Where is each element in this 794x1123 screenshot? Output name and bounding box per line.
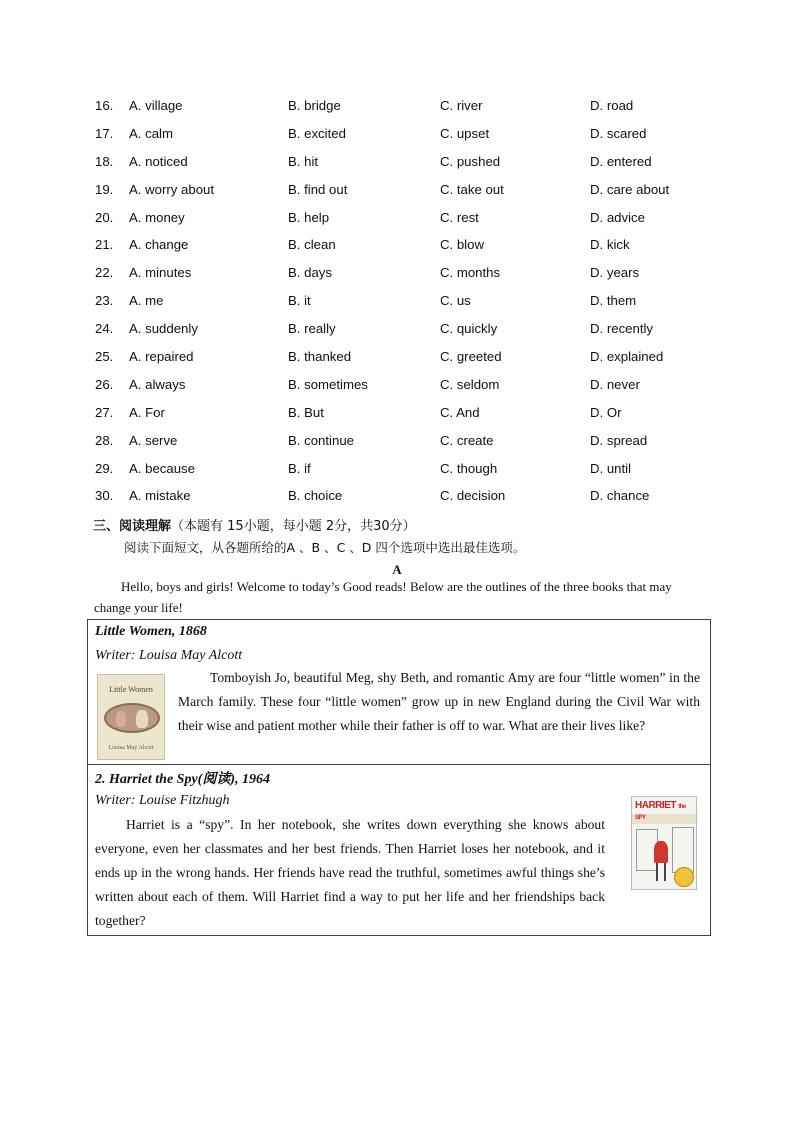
option-a: A. because [129, 460, 195, 476]
option-row [95, 263, 735, 291]
book-title: 2. Harriet the Spy(阅读), 1964 [95, 772, 270, 787]
option-a: A. For [129, 404, 165, 420]
section-score-note: （本题有 15小题，每小题 2分，共30分） [171, 519, 416, 534]
section-instruction: 阅读下面短文，从各题所给的A 、B 、C 、D 四个选项中选出最佳选项。 [124, 540, 526, 555]
book-writer: Writer: Louise Fitzhugh [95, 793, 230, 808]
option-c: C. pushed [440, 153, 501, 169]
option-b: B. clean [288, 237, 336, 253]
cover-author: Louisa May Alcott [108, 745, 154, 751]
option-c: C. create [440, 432, 494, 448]
option-c: C. months [440, 265, 501, 281]
option-d: D. explained [590, 349, 664, 365]
cover-award-seal-icon [674, 867, 694, 887]
option-d: D. kick [590, 237, 630, 253]
cover-title-small: the SPY [635, 804, 686, 821]
question-number: 27. [95, 404, 114, 420]
option-c: C. And [440, 404, 480, 420]
option-a: A. repaired [129, 349, 194, 365]
question-number: 19. [95, 181, 114, 197]
option-row [95, 486, 735, 514]
option-c: C. quickly [440, 321, 498, 337]
option-c: C. seldom [440, 376, 500, 392]
option-b: B. really [288, 321, 336, 337]
option-row [95, 152, 735, 180]
option-b: B. bridge [288, 98, 341, 113]
book-writer: Writer: Louisa May Alcott [95, 648, 243, 663]
option-d: D. never [590, 376, 640, 392]
option-a: A. serve [129, 432, 178, 448]
section-heading [93, 515, 416, 534]
option-a: A. village [129, 98, 183, 113]
cover-illustration [104, 703, 160, 733]
option-a: A. suddenly [129, 321, 198, 337]
option-row [95, 459, 735, 487]
option-c: C. upset [440, 125, 490, 141]
option-b: B. excited [288, 125, 346, 141]
option-b: B. hit [288, 153, 319, 169]
book-title: Little Women, 1868 [95, 624, 207, 639]
option-d: D. chance [590, 488, 650, 504]
option-d: D. recently [590, 321, 654, 337]
option-b: B. days [288, 265, 332, 281]
options-list [95, 96, 735, 514]
option-a: A. always [129, 376, 186, 392]
question-number: 24. [95, 321, 114, 337]
option-d: D. them [590, 293, 637, 309]
option-row [95, 319, 735, 347]
option-a: A. noticed [129, 153, 188, 169]
option-row [95, 375, 735, 403]
option-c: C. rest [440, 209, 479, 225]
cover-title [635, 800, 696, 822]
option-row [95, 291, 735, 319]
book-description: Harriet is a “spy”. In her notebook, she writes down everything she knows about everyone, even her classmates and her best friends. Then Harriet loses her notebook, and it ends up in the wrong hands. Her friends have read the truthful, sometimes awful things she’s written about each of them. Will Harriet find a way to put her life and her friendships back together? [95, 817, 605, 928]
question-number: 16. [95, 98, 114, 113]
option-b: B. if [288, 460, 311, 476]
cover-title-main: HARRIET [635, 800, 676, 811]
option-d: D. until [590, 460, 632, 476]
question-number: 29. [95, 460, 114, 476]
option-d: D. advice [590, 209, 645, 225]
option-d: D. years [590, 265, 640, 281]
question-number: 17. [95, 125, 114, 141]
option-b: B. thanked [288, 349, 352, 365]
book-cover-image [97, 674, 165, 760]
option-d: D. Or [590, 404, 622, 420]
option-a: A. minutes [129, 265, 192, 281]
book-cover-image [631, 796, 697, 890]
option-a: A. change [129, 237, 189, 253]
option-a: A. me [129, 293, 164, 309]
question-number: 22. [95, 265, 114, 281]
option-c: C. decision [440, 488, 506, 504]
option-a: A. worry about [129, 181, 215, 197]
option-c: C. greeted [440, 349, 502, 365]
question-number: 26. [95, 376, 114, 392]
option-c: C. take out [440, 181, 504, 197]
option-a: A. calm [129, 125, 173, 141]
section-title: 三、阅读理解 [93, 519, 172, 534]
option-d: D. road [590, 98, 634, 113]
option-row [95, 403, 735, 431]
option-a: A. money [129, 209, 185, 225]
option-row [95, 431, 735, 459]
option-b: B. find out [288, 181, 348, 197]
option-row [95, 96, 735, 124]
option-row [95, 180, 735, 208]
cover-girl-legs [656, 863, 666, 881]
option-d: D. spread [590, 432, 648, 448]
question-number: 30. [95, 488, 114, 504]
book-description: Tomboyish Jo, beautiful Meg, shy Beth, and romantic Amy are four “little women” in the March family. These four “little women” grow up in new England during the Civil War with their wise and patient mother while their father is off to war. What are their lives like? [178, 670, 700, 733]
option-b: B. help [288, 209, 330, 225]
option-b: B. But [288, 404, 324, 420]
option-b: B. sometimes [288, 376, 368, 392]
option-d: D. care about [590, 181, 670, 197]
book-box-little-women [87, 619, 711, 765]
option-c: C. us [440, 293, 471, 309]
option-a: A. mistake [129, 488, 191, 504]
option-d: D. entered [590, 153, 652, 169]
question-number: 20. [95, 209, 114, 225]
question-number: 21. [95, 237, 114, 253]
option-row [95, 124, 735, 152]
book-box-harriet-the-spy [87, 764, 711, 936]
option-b: B. it [288, 293, 311, 309]
option-c: C. river [440, 98, 483, 113]
cover-girl-figure [654, 841, 668, 863]
option-d: D. scared [590, 125, 647, 141]
question-number: 23. [95, 293, 114, 309]
question-number: 25. [95, 349, 114, 365]
passage-intro: Hello, boys and girls! Welcome to today’s Good reads! Below are the outlines of the three books that may change your life! [94, 579, 672, 615]
cover-title: Little Women [109, 685, 153, 694]
option-b: B. choice [288, 488, 343, 504]
option-c: C. though [440, 460, 498, 476]
question-number: 18. [95, 153, 114, 169]
option-row [95, 347, 735, 375]
question-number: 28. [95, 432, 114, 448]
option-b: B. continue [288, 432, 354, 448]
option-c: C. blow [440, 237, 484, 253]
passage-letter: A [392, 562, 402, 577]
option-row [95, 235, 735, 263]
option-row [95, 208, 735, 236]
